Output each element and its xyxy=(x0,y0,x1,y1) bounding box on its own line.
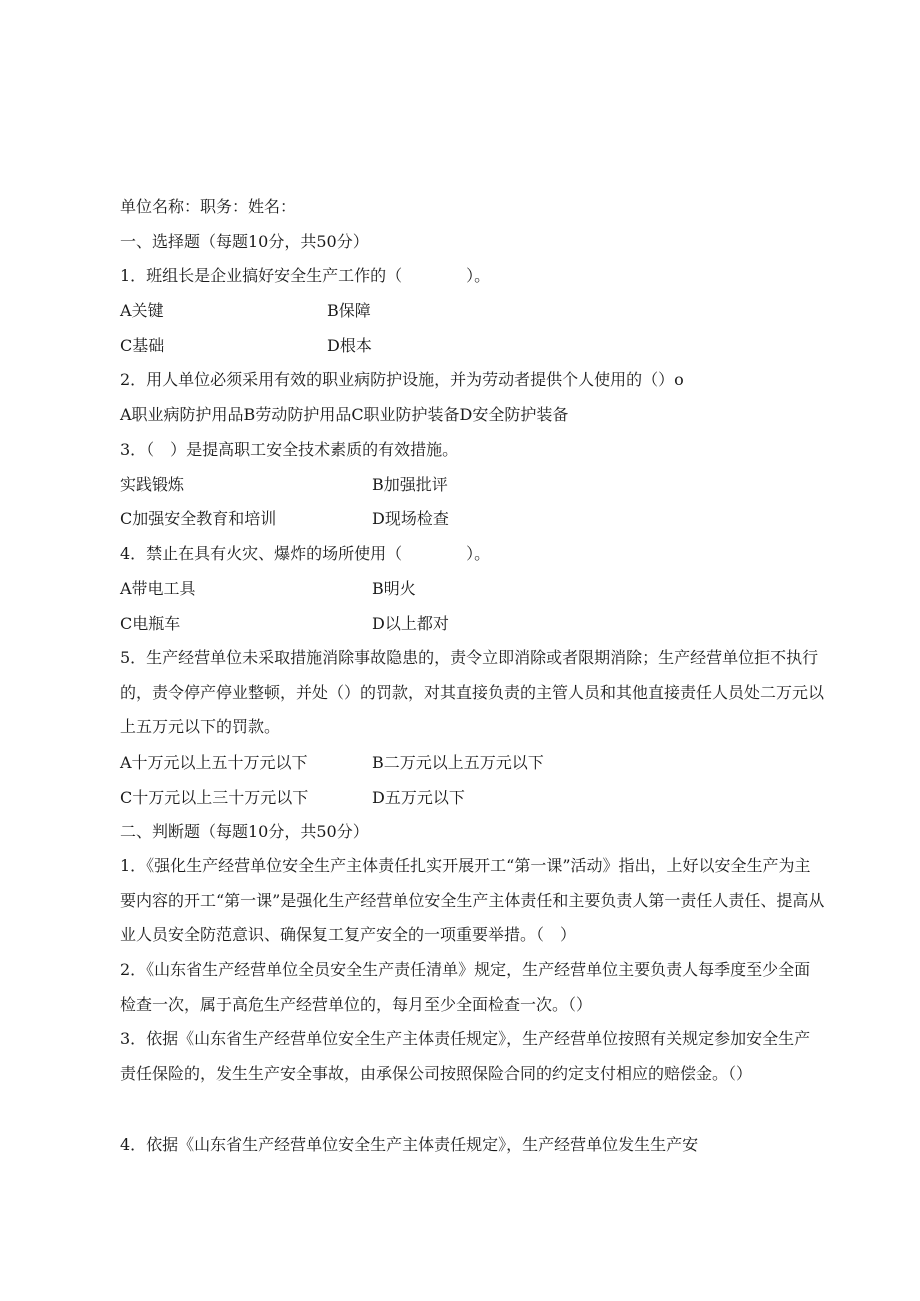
question-3-stem: 3．（ ）是提高职工安全技术素质的有效措施。 xyxy=(120,440,459,459)
question-2-stem: 2．用人单位必须采用有效的职业病防护设施，并为劳动者提供个人使用的（）o xyxy=(120,370,684,389)
section1-title: 一、选择题（每题10分，共50分） xyxy=(120,232,369,251)
question-4-stem: 4．禁止在具有火灾、爆炸的场所使用（ ）。 xyxy=(120,544,491,563)
question-5-option-a: A十万元以上五十万元以下 xyxy=(120,753,308,772)
question-4-option-d: D以上都对 xyxy=(372,614,449,633)
judgment-question-1: 1．《强化生产经营单位安全生产主体责任扎实开展开工“第一课”活动》指出，上好以安全生产为主要内容的开工“第一课”是强化生产经营单位安全生产主体责任和主要负责人第一责任人责任、提高从业人员安全防范意识、确保复工复产安全的一项重要举措。（ ） xyxy=(120,856,825,945)
question-5-option-c: C十万元以上三十万元以下 xyxy=(120,788,309,807)
header-fields: 单位名称：职务：姓名： xyxy=(120,197,297,216)
question-1-option-a: A关键 xyxy=(120,301,164,320)
section2-title: 二、判断题（每题10分，共50分） xyxy=(120,822,369,841)
question-1-option-c: C基础 xyxy=(120,336,165,355)
question-3-option-b: B加强批评 xyxy=(372,475,448,494)
question-4-option-b: B明火 xyxy=(372,579,416,598)
judgment-question-3: 3．依据《山东省生产经营单位安全生产主体责任规定》，生产经营单位按照有关规定参加安全生产责任保险的，发生生产安全事故，由承保公司按照保险合同的约定支付相应的赔偿金。（） xyxy=(120,1029,811,1083)
question-5-option-b: B二万元以上五万元以下 xyxy=(372,753,544,772)
question-5-stem: 5．生产经营单位未采取措施消除事故隐患的，责令立即消除或者限期消除；生产经营单位拒不执行的，责令停产停业整顿，并处（）的罚款，对其直接负责的主管人员和其他直接责任人员处二万元以上五万元以下的罚款。 xyxy=(120,648,825,737)
question-3-option-d: D现场检查 xyxy=(372,509,449,528)
question-1-option-d: D根本 xyxy=(327,336,372,355)
question-5-option-d: D五万元以下 xyxy=(372,788,465,807)
question-3-option-a: 实践锻炼 xyxy=(120,475,185,494)
question-1-option-b: B保障 xyxy=(327,301,371,320)
judgment-question-4: 4．依据《山东省生产经营单位安全生产主体责任规定》，生产经营单位发生生产安 xyxy=(120,1135,699,1154)
question-4-option-c: C电瓶车 xyxy=(120,614,181,633)
question-3-option-c: C加强安全教育和培训 xyxy=(120,509,277,528)
judgment-question-2: 2．《山东省生产经营单位全员安全生产责任清单》规定，生产经营单位主要负责人每季度至少全面检查一次，属于高危生产经营单位的，每月至少全面检查一次。（） xyxy=(120,960,811,1014)
question-2-options: A职业病防护用品B劳动防护用品C职业防护装备D安全防护装备 xyxy=(120,405,569,424)
question-1-stem: 1．班组长是企业搞好安全生产工作的（ ）。 xyxy=(120,266,491,285)
question-4-option-a: A带电工具 xyxy=(120,579,196,598)
